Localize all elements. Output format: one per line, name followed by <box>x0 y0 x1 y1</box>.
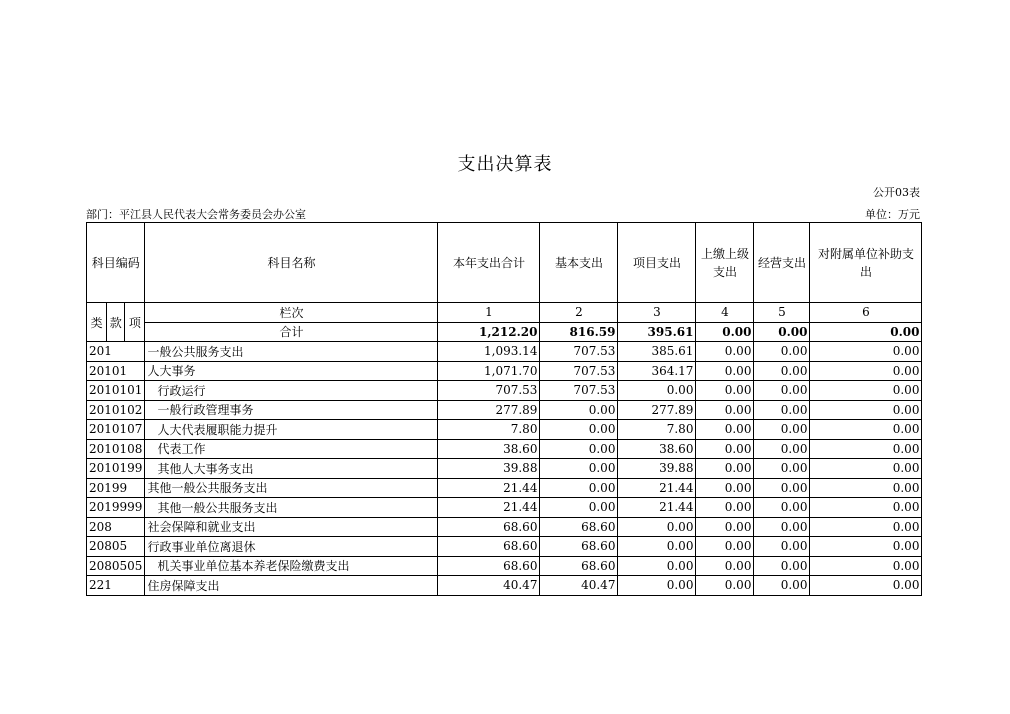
table-row <box>87 342 922 362</box>
amount-cell: 39.88 <box>438 459 540 479</box>
header-row <box>87 223 922 303</box>
subject-code: 20805 <box>87 537 145 557</box>
subject-name: 行政事业单位离退休 <box>145 537 438 557</box>
amount-cell: 0.00 <box>696 498 754 518</box>
subject-name: 一般行政管理事务 <box>145 400 438 420</box>
amount-cell: 0.00 <box>810 498 922 518</box>
amount-cell: 0.00 <box>618 576 696 596</box>
amount-cell: 1,093.14 <box>438 342 540 362</box>
amount-cell: 0.00 <box>696 556 754 576</box>
header-kuan: 款 <box>107 303 125 342</box>
total-value: 395.61 <box>618 322 696 342</box>
amount-cell: 68.60 <box>540 556 618 576</box>
table-row <box>87 439 922 459</box>
amount-cell: 0.00 <box>810 381 922 401</box>
subject-name: 社会保障和就业支出 <box>145 517 438 537</box>
department-label: 部门：平江县人民代表大会常务委员会办公室 <box>86 208 306 221</box>
amount-cell: 0.00 <box>754 439 810 459</box>
header-code: 科目编码 <box>87 223 145 303</box>
header-col5: 经营支出 <box>754 223 810 303</box>
header-lei: 类 <box>87 303 107 342</box>
amount-cell: 0.00 <box>754 400 810 420</box>
total-value: 816.59 <box>540 322 618 342</box>
amount-cell: 0.00 <box>754 361 810 381</box>
amount-cell: 21.44 <box>438 478 540 498</box>
table-row <box>87 556 922 576</box>
header-col1: 本年支出合计 <box>438 223 540 303</box>
amount-cell: 21.44 <box>618 478 696 498</box>
amount-cell: 40.47 <box>540 576 618 596</box>
subject-name: 人大事务 <box>145 361 438 381</box>
amount-cell: 364.17 <box>618 361 696 381</box>
expenditure-table <box>86 222 922 596</box>
form-number: 公开03表 <box>873 186 920 199</box>
subject-code: 20101 <box>87 361 145 381</box>
amount-cell: 7.80 <box>618 420 696 440</box>
page-title: 支出决算表 <box>457 154 553 175</box>
table-row <box>87 478 922 498</box>
table-row <box>87 537 922 557</box>
subject-name: 其他一般公共服务支出 <box>145 478 438 498</box>
total-label: 合计 <box>145 322 438 342</box>
amount-cell: 7.80 <box>438 420 540 440</box>
amount-cell: 0.00 <box>618 556 696 576</box>
amount-cell: 277.89 <box>618 400 696 420</box>
amount-cell: 39.88 <box>618 459 696 479</box>
column-number-row <box>87 303 922 323</box>
amount-cell: 68.60 <box>438 517 540 537</box>
subject-code: 2010199 <box>87 459 145 479</box>
amount-cell: 0.00 <box>754 420 810 440</box>
subject-name: 住房保障支出 <box>145 576 438 596</box>
table-row <box>87 400 922 420</box>
col-number-2: 2 <box>540 303 618 323</box>
amount-cell: 0.00 <box>696 537 754 557</box>
col-number-3: 3 <box>618 303 696 323</box>
amount-cell: 68.60 <box>540 537 618 557</box>
amount-cell: 0.00 <box>810 517 922 537</box>
amount-cell: 0.00 <box>696 342 754 362</box>
amount-cell: 707.53 <box>438 381 540 401</box>
col-number-5: 5 <box>754 303 810 323</box>
subject-code: 2010102 <box>87 400 145 420</box>
amount-cell: 0.00 <box>754 576 810 596</box>
amount-cell: 0.00 <box>754 537 810 557</box>
amount-cell: 40.47 <box>438 576 540 596</box>
amount-cell: 68.60 <box>438 537 540 557</box>
amount-cell: 0.00 <box>618 537 696 557</box>
amount-cell: 0.00 <box>696 576 754 596</box>
amount-cell: 0.00 <box>754 459 810 479</box>
subject-code: 221 <box>87 576 145 596</box>
amount-cell: 0.00 <box>696 517 754 537</box>
amount-cell: 0.00 <box>696 381 754 401</box>
total-value: 0.00 <box>696 322 754 342</box>
header-col3: 项目支出 <box>618 223 696 303</box>
amount-cell: 0.00 <box>810 361 922 381</box>
subject-name: 一般公共服务支出 <box>145 342 438 362</box>
amount-cell: 38.60 <box>438 439 540 459</box>
amount-cell: 0.00 <box>696 361 754 381</box>
amount-cell: 707.53 <box>540 361 618 381</box>
subject-code: 208 <box>87 517 145 537</box>
subject-code: 2010108 <box>87 439 145 459</box>
table-row <box>87 381 922 401</box>
amount-cell: 0.00 <box>810 459 922 479</box>
table-row <box>87 576 922 596</box>
amount-cell: 68.60 <box>540 517 618 537</box>
subject-code: 201 <box>87 342 145 362</box>
amount-cell: 0.00 <box>618 381 696 401</box>
col-number-1: 1 <box>438 303 540 323</box>
amount-cell: 0.00 <box>810 556 922 576</box>
amount-cell: 0.00 <box>754 498 810 518</box>
table-row <box>87 361 922 381</box>
table-row <box>87 517 922 537</box>
amount-cell: 0.00 <box>540 459 618 479</box>
amount-cell: 38.60 <box>618 439 696 459</box>
header-lanci: 栏次 <box>145 303 438 323</box>
subject-name: 机关事业单位基本养老保险缴费支出 <box>145 556 438 576</box>
total-value: 0.00 <box>810 322 922 342</box>
col-number-6: 6 <box>810 303 922 323</box>
amount-cell: 1,071.70 <box>438 361 540 381</box>
amount-cell: 0.00 <box>810 537 922 557</box>
amount-cell: 0.00 <box>696 478 754 498</box>
amount-cell: 0.00 <box>540 400 618 420</box>
amount-cell: 0.00 <box>540 498 618 518</box>
amount-cell: 707.53 <box>540 381 618 401</box>
amount-cell: 707.53 <box>540 342 618 362</box>
amount-cell: 21.44 <box>618 498 696 518</box>
header-col4: 上缴上级支出 <box>696 223 754 303</box>
subject-code: 2080505 <box>87 556 145 576</box>
amount-cell: 0.00 <box>810 439 922 459</box>
amount-cell: 0.00 <box>810 478 922 498</box>
header-name: 科目名称 <box>145 223 438 303</box>
amount-cell: 21.44 <box>438 498 540 518</box>
header-col6: 对附属单位补助支出 <box>810 223 922 303</box>
amount-cell: 0.00 <box>810 400 922 420</box>
amount-cell: 385.61 <box>618 342 696 362</box>
amount-cell: 0.00 <box>810 420 922 440</box>
amount-cell: 0.00 <box>540 439 618 459</box>
subject-name: 其他人大事务支出 <box>145 459 438 479</box>
subject-code: 2010107 <box>87 420 145 440</box>
amount-cell: 0.00 <box>754 556 810 576</box>
amount-cell: 0.00 <box>810 342 922 362</box>
amount-cell: 0.00 <box>696 420 754 440</box>
header-col2: 基本支出 <box>540 223 618 303</box>
table-row <box>87 459 922 479</box>
amount-cell: 0.00 <box>540 478 618 498</box>
amount-cell: 0.00 <box>754 342 810 362</box>
subject-name: 其他一般公共服务支出 <box>145 498 438 518</box>
amount-cell: 0.00 <box>540 420 618 440</box>
total-row <box>87 322 922 342</box>
subject-name: 行政运行 <box>145 381 438 401</box>
amount-cell: 0.00 <box>810 576 922 596</box>
col-number-4: 4 <box>696 303 754 323</box>
amount-cell: 0.00 <box>754 381 810 401</box>
header-xiang: 项 <box>125 303 145 342</box>
amount-cell: 0.00 <box>754 517 810 537</box>
subject-code: 2010101 <box>87 381 145 401</box>
table-row <box>87 420 922 440</box>
subject-code: 20199 <box>87 478 145 498</box>
amount-cell: 68.60 <box>438 556 540 576</box>
subject-name: 人大代表履职能力提升 <box>145 420 438 440</box>
amount-cell: 277.89 <box>438 400 540 420</box>
amount-cell: 0.00 <box>696 459 754 479</box>
amount-cell: 0.00 <box>696 400 754 420</box>
amount-cell: 0.00 <box>696 439 754 459</box>
total-value: 0.00 <box>754 322 810 342</box>
unit-label: 单位：万元 <box>865 208 920 221</box>
amount-cell: 0.00 <box>618 517 696 537</box>
total-value: 1,212.20 <box>438 322 540 342</box>
subject-code: 2019999 <box>87 498 145 518</box>
table-row <box>87 498 922 518</box>
subject-name: 代表工作 <box>145 439 438 459</box>
amount-cell: 0.00 <box>754 478 810 498</box>
